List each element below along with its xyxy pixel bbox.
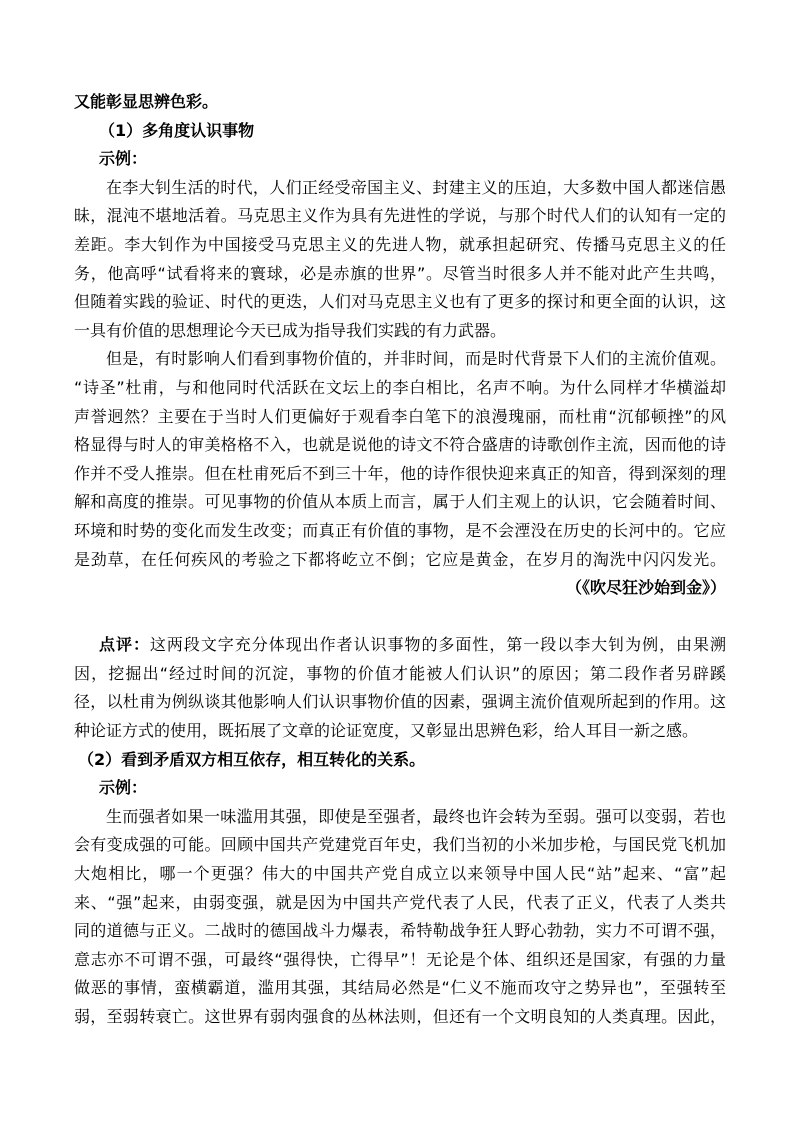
- text-line: 做恶的事情，蛮横霸道，滥用其强，其结局必然是“仁义不施而攻守之势异也”，至强转至: [74, 978, 726, 998]
- text-line: 生而强者如果一味滥用其强，即使是至强者，最终也许会转为至弱。强可以变弱，若也: [106, 806, 726, 826]
- text-line: 来、“强”起来，由弱变强，就是因为中国共产党代表了人民，代表了正义，代表了人类共: [74, 892, 726, 912]
- text-line: 环境和时势的变化而发生改变；而真正有价值的事物，是不会湮没在历史的长河中的。它应: [74, 520, 726, 540]
- source-citation: （《吹尽狂沙始到金》）: [565, 578, 726, 598]
- text-line: 会有变成强的可能。回顾中国共产党建党百年史，我们当初的小米加步枪，与国民党飞机加: [74, 835, 726, 855]
- text-line: 一具有价值的思想理论今天已成为指导我们实践的有力武器。: [74, 320, 507, 340]
- text-line: 昧，混沌不堪地活着。马克思主义作为具有先进性的学说，与那个时代人们的认知有一定的: [74, 206, 726, 226]
- section1-example-label: 示例：: [99, 149, 148, 169]
- section2-example-label: 示例：: [99, 778, 148, 798]
- text-line: 解和高度的推崇。可见事物的价值从本质上而言，属于人们主观上的认识，它会随着时间、: [74, 492, 726, 512]
- text-line: 因，挖掘出“经过时间的沉淀，事物的价值才能被人们认识”的原因；第二段作者另辟蹊: [74, 663, 726, 683]
- section1-heading: （1）多角度认识事物: [99, 120, 255, 140]
- text-line: 声誉迥然？主要在于当时人们更偏好于观看李白笔下的浪漫瑰丽，而杜甫“沉郁顿挫”的风: [74, 406, 726, 426]
- section2-paragraph-1: [74, 803, 726, 1032]
- comment-label: 点评：: [99, 635, 150, 655]
- text-line: 但是，有时影响人们看到事物价值的，并非时间，而是时代背景下人们的主流价值观。: [106, 349, 726, 369]
- comment-first-line: [74, 631, 726, 660]
- text-line: 差距。李大钊作为中国接受马克思主义的先进人物，就承担起研究、传播马克思主义的任: [74, 234, 726, 254]
- comment-first-text: 这两段文字充分体现出作者认识事物的多面性，第一段以李大钊为例，由果溯: [149, 635, 726, 655]
- document-page: [74, 88, 726, 1032]
- text-line: 务，他高呼“试看将来的寰球，必是赤旗的世界”。尽管当时很多人并不能对此产生共鸣，: [74, 263, 726, 283]
- text-line: 大炮相比，哪一个更强？伟大的中国共产党自成立以来领导中国人民“站”起来、“富”起: [74, 864, 726, 884]
- intro-tail-line: 又能彰显思辨色彩。: [74, 92, 219, 111]
- blank-spacer: [74, 603, 726, 632]
- text-line: 格显得与时人的审美格格不入，也就是说他的诗文不符合盛唐的诗歌创作主流，因而他的诗: [74, 435, 726, 455]
- text-line: 种论证方式的使用，既拓展了文章的论证宽度，又彰显出思辨色彩，给人耳目一新之感。: [74, 721, 699, 741]
- section2-heading: （2）看到矛盾双方相互依存，相互转化的关系。: [78, 749, 426, 769]
- text-line: 是劲草，在任何疾风的考验之下都将屹立不倒；它应是黄金，在岁月的淘洗中闪闪发光。: [74, 549, 726, 569]
- text-line: 在李大钊生活的时代，人们正经受帝国主义、封建主义的压迫，大多数中国人都迷信愚: [106, 177, 726, 197]
- text-line: “诗圣”杜甫，与和他同时代活跃在文坛上的李白相比，名声不响。为什么同样才华横溢却: [74, 377, 726, 397]
- text-line: 径，以杜甫为例纵谈其他影响人们认识事物价值的因素，强调主流价值观所起到的作用。这: [74, 692, 726, 712]
- section1-paragraph-2: [74, 345, 726, 574]
- section1-paragraph-1: [74, 174, 726, 346]
- comment-paragraph: [74, 631, 726, 745]
- text-line: 弱，至弱转衰亡。这世界有弱肉强食的丛林法则，但还有一个文明良知的人类真理。因此，: [74, 1007, 726, 1026]
- text-line: 同的道德与正义。二战时的德国战斗力爆表，希特勒战争狂人野心勃勃，实力不可谓不强，: [74, 921, 726, 941]
- text-line: 意志亦不可谓不强，可最终“强得快，亡得早”！无论是个体、组织还是国家，有强的力量: [74, 949, 726, 969]
- text-line: 作并不受人推崇。但在杜甫死后不到三十年，他的诗作很快迎来真正的知音，得到深刻的理: [74, 463, 726, 483]
- text-line: 但随着实践的验证、时代的更迭，人们对马克思主义也有了更多的探讨和更全面的认识，这: [74, 292, 726, 312]
